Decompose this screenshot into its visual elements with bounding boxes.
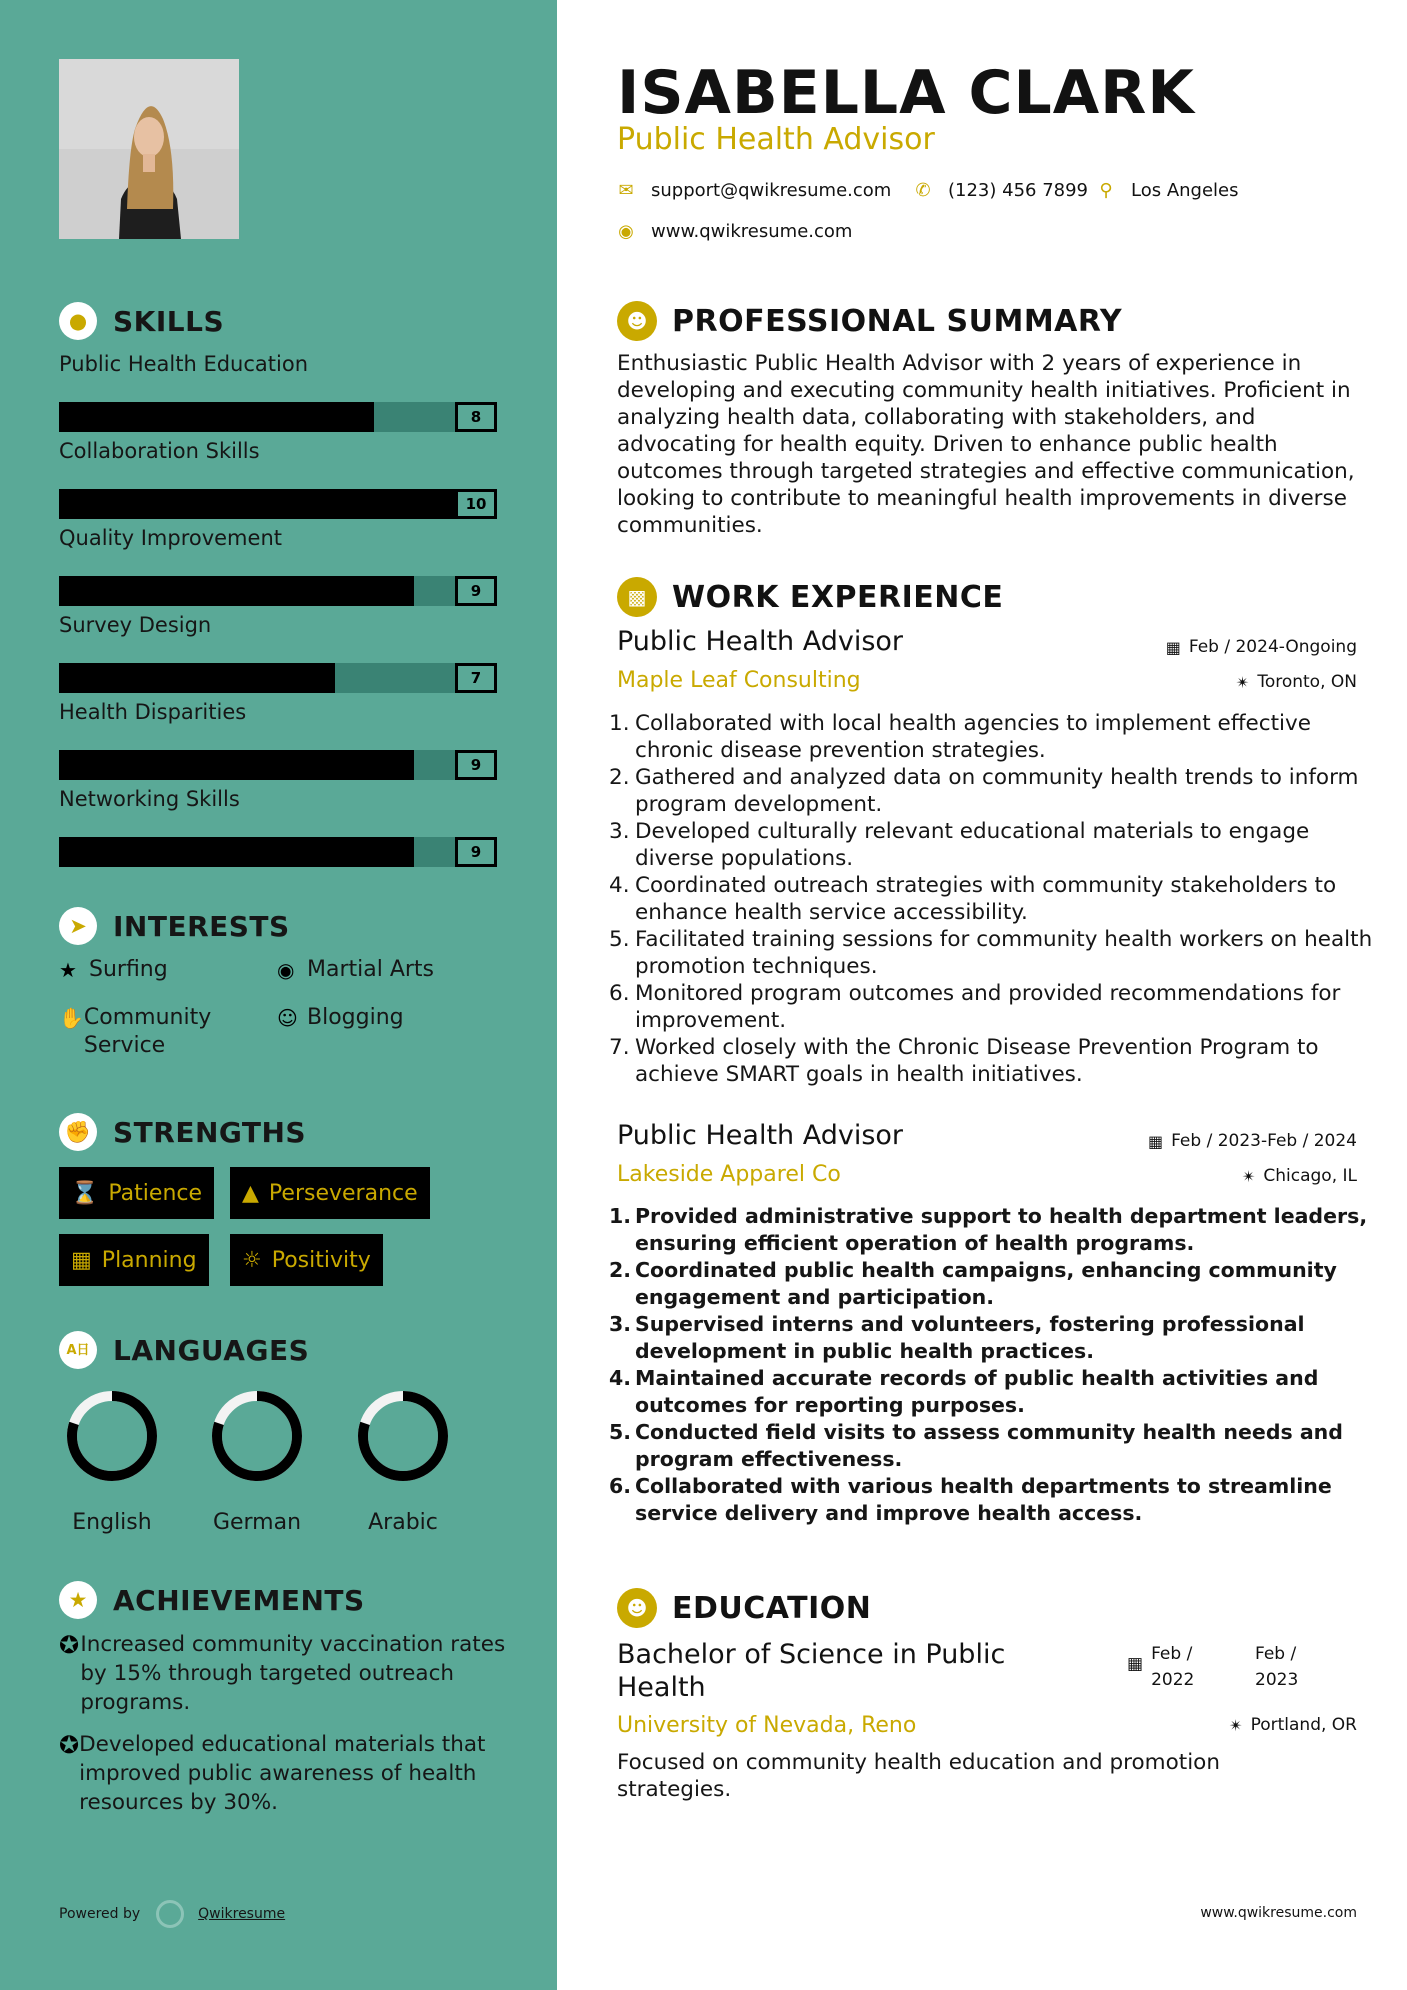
main-content (557, 0, 1407, 1990)
globe-icon: ◉ (618, 221, 634, 242)
interest-label: Martial Arts (307, 957, 435, 982)
job-company: Lakeside Apparel Co (617, 1162, 841, 1187)
experience-title: WORK EXPERIENCE (672, 579, 1004, 615)
skill-value: 10 (455, 489, 497, 519)
skill-name: Quality Improvement (59, 526, 282, 550)
skill-item (59, 526, 499, 606)
pin-icon: ✴ (1229, 1715, 1243, 1735)
footer-url[interactable]: www.qwikresume.com (1200, 1905, 1357, 1921)
star-burst-icon: ✪ (59, 1631, 80, 1659)
job-title: Public Health Advisor (617, 1120, 904, 1151)
skill-value: 9 (455, 837, 497, 867)
summary-header (617, 301, 1122, 341)
skill-value: 7 (455, 663, 497, 693)
languages-header (59, 1331, 309, 1369)
calendar-icon: ▦ (1165, 637, 1181, 657)
website-contact[interactable] (617, 221, 852, 242)
job-bullet: Developed culturally relevant educational materials to engage diverse populations. (635, 819, 1310, 871)
job-bullet: Coordinated outreach strategies with community stakeholders to enhance health service accessibility. (635, 873, 1337, 925)
candidate-name: ISABELLA CLARK (617, 58, 1195, 128)
job-bullet: Collaborated with various health departments to streamline service delivery and improve health access. (635, 1474, 1332, 1525)
interest-label: Surfing (89, 957, 168, 982)
translate-icon: A日 (59, 1331, 97, 1369)
powered-by (59, 1900, 285, 1928)
skill-name: Networking Skills (59, 787, 240, 811)
skill-bar (59, 489, 497, 519)
star-burst-icon: ✪ (59, 1731, 80, 1759)
strength-tag (230, 1167, 430, 1219)
achievement-item (59, 1730, 509, 1817)
phone-contact[interactable] (914, 180, 1088, 201)
job-bullet: Maintained accurate records of public health activities and outcomes for reporting purposes. (635, 1366, 1319, 1417)
job-bullet: Coordinated public health campaigns, enhancing community engagement and participation. (635, 1258, 1337, 1309)
strengths-title: STRENGTHS (113, 1115, 307, 1149)
skill-item (59, 439, 499, 519)
star-icon: ★ (59, 958, 77, 982)
job-bullets (617, 710, 1377, 1088)
powered-by-label: Powered by (59, 1906, 141, 1922)
job-bullet: Gathered and analyzed data on community health trends to inform program development. (635, 765, 1359, 817)
job-location-text: Chicago, IL (1263, 1166, 1357, 1186)
education-header (617, 1588, 871, 1628)
education-title: EDUCATION (672, 1590, 872, 1626)
interest-item (59, 1004, 259, 1060)
skill-bar-fill (59, 837, 414, 867)
interest-item (59, 956, 168, 984)
skill-bar (59, 663, 497, 693)
language-item (197, 1388, 317, 1535)
strengths-header (59, 1113, 306, 1151)
job-dates (1166, 637, 1357, 657)
map-pin-icon: ⚲ (1099, 180, 1113, 201)
strength-label: Perseverance (268, 1180, 418, 1206)
skill-value: 8 (455, 402, 497, 432)
skill-item (59, 613, 499, 693)
job-dates (1148, 1131, 1357, 1151)
interest-label: Community Service (83, 1005, 212, 1058)
hourglass-icon: ⌛ (71, 1180, 99, 1206)
skill-name: Survey Design (59, 613, 212, 637)
interest-item (277, 956, 434, 984)
medal-star-icon: ★ (59, 1581, 97, 1619)
school-name: University of Nevada, Reno (617, 1713, 917, 1738)
education-end-date: Feb / 2023 (1255, 1644, 1299, 1690)
language-ring (64, 1388, 160, 1484)
job-bullet: Facilitated training sessions for community health workers on health promotion techniques. (635, 927, 1373, 979)
email-text: support@qwikresume.com (651, 180, 892, 201)
language-ring (209, 1388, 305, 1484)
language-name: English (72, 1510, 152, 1535)
summary-title: PROFESSIONAL SUMMARY (672, 303, 1123, 339)
education-location-text: Portland, OR (1250, 1715, 1357, 1735)
job-company: Maple Leaf Consulting (617, 668, 861, 693)
skills-header (59, 302, 224, 340)
job-bullet: Supervised interns and volunteers, fostering professional development in public health practices. (635, 1312, 1305, 1363)
envelope-icon: ✉ (618, 180, 634, 201)
interest-label: Blogging (307, 1005, 404, 1030)
paper-plane-icon: ➤ (59, 907, 97, 945)
location-text: Los Angeles (1131, 180, 1239, 201)
strength-tag (59, 1167, 214, 1219)
job-bullet: Provided administrative support to health department leaders, ensuring efficient operation of health programs. (635, 1204, 1368, 1255)
calendar-icon: ▦ (71, 1247, 92, 1273)
strength-tag (59, 1234, 209, 1286)
skill-item (59, 352, 499, 432)
language-name: Arabic (368, 1510, 438, 1535)
job-location (1236, 672, 1357, 692)
email-contact[interactable] (617, 180, 891, 201)
skill-name: Health Disparities (59, 700, 247, 724)
briefcase-chair-icon: ▩ (617, 577, 657, 617)
road-icon: ▲ (242, 1180, 259, 1206)
skill-item (59, 700, 499, 780)
skill-bar (59, 402, 497, 432)
skill-bar (59, 576, 497, 606)
achievements-header (59, 1581, 365, 1619)
achievement-item (59, 1630, 509, 1717)
fist-icon: ✊ (59, 1113, 97, 1151)
achievement-text: Increased community vaccination rates by 15% through targeted outreach programs. (80, 1632, 506, 1715)
interest-item (277, 1004, 404, 1032)
job-bullets (617, 1203, 1377, 1527)
hand-icon: ✋ (59, 1006, 84, 1030)
language-item (343, 1388, 463, 1535)
interests-header (59, 907, 290, 945)
strength-label: Planning (101, 1247, 197, 1273)
users-icon: ☺ (277, 1006, 298, 1030)
pin-icon: ✴ (1241, 1166, 1256, 1186)
job-bullet: Monitored program outcomes and provided recommendations for improvement. (635, 981, 1341, 1033)
education-location (1229, 1715, 1357, 1735)
skill-bar-fill (59, 663, 335, 693)
pin-icon: ✴ (1235, 672, 1250, 692)
achievement-text: Developed educational materials that improved public awareness of health resources by 30%. (79, 1732, 486, 1815)
job-location-text: Toronto, ON (1257, 672, 1357, 692)
skill-bar-fill (59, 489, 455, 519)
skill-bar (59, 837, 497, 867)
skill-value: 9 (455, 576, 497, 606)
education-description: Focused on community health education and promotion strategies. (617, 1750, 1220, 1802)
job-bullet: Collaborated with local health agencies to implement effective chronic disease prevention strategies. (635, 711, 1311, 763)
strength-tag (230, 1234, 383, 1286)
sun-icon: ☼ (242, 1247, 262, 1273)
interests-title: INTERESTS (113, 909, 290, 943)
job-bullet: Worked closely with the Chronic Disease Prevention Program to achieve SMART goals in health initiatives. (635, 1035, 1319, 1087)
job-dates-text: Feb / 2024-Ongoing (1188, 637, 1357, 657)
skill-value: 9 (455, 750, 497, 780)
skill-bar-fill (59, 750, 414, 780)
lightbulb-icon: ● (59, 302, 97, 340)
achievements-title: ACHIEVEMENTS (113, 1583, 365, 1617)
skill-bar-fill (59, 402, 374, 432)
strength-label: Positivity (271, 1247, 371, 1273)
language-ring (355, 1388, 451, 1484)
summary-text: Enthusiastic Public Health Advisor with 2 years of experience in developing and executing community health initiatives. Proficient in analyzing health data, collaborating with stakeholders, and advocating for health equity. Driven to enhance public health outcomes through targeted strategies and effective communication, looking to contribute to meaningful health improvements in diverse communities. (617, 351, 1355, 538)
language-item (52, 1388, 172, 1535)
globe-icon: ◉ (277, 958, 295, 982)
calendar-icon: ▦ (1147, 1131, 1164, 1151)
skill-bar (59, 750, 497, 780)
education-start-text: Feb / 2022 (1151, 1644, 1195, 1690)
calendar-icon: ▦ (1127, 1654, 1144, 1674)
skill-name: Public Health Education (59, 352, 309, 376)
profile-photo (59, 59, 239, 239)
sidebar (0, 0, 557, 1990)
job-bullet: Conducted field visits to assess community health needs and program effectiveness. (635, 1420, 1343, 1471)
education-start-date (1127, 1641, 1211, 1693)
job-location (1242, 1166, 1357, 1186)
skill-bar-fill (59, 576, 414, 606)
languages-title: LANGUAGES (113, 1333, 310, 1367)
phone-icon: ✆ (915, 180, 931, 201)
degree-title: Bachelor of Science in Public Health (617, 1639, 1006, 1703)
skills-title: SKILLS (113, 304, 225, 338)
location-contact (1097, 180, 1239, 201)
experience-header (617, 577, 1003, 617)
skill-name: Collaboration Skills (59, 439, 260, 463)
website-text: www.qwikresume.com (651, 221, 853, 242)
qwikresume-logo-icon (156, 1900, 184, 1928)
strength-label: Patience (108, 1180, 203, 1206)
job-dates-text: Feb / 2023-Feb / 2024 (1171, 1131, 1357, 1151)
person-photo-icon (59, 59, 239, 239)
language-name: German (212, 1510, 302, 1535)
phone-text: (123) 456 7899 (948, 180, 1089, 201)
job-title: Public Health Advisor (617, 626, 904, 657)
graduate-icon: ☻ (617, 1588, 657, 1628)
qwikresume-link[interactable]: Qwikresume (198, 1906, 286, 1922)
candidate-role: Public Health Advisor (617, 122, 935, 157)
user-icon: ☻ (617, 301, 657, 341)
skill-item (59, 787, 499, 867)
